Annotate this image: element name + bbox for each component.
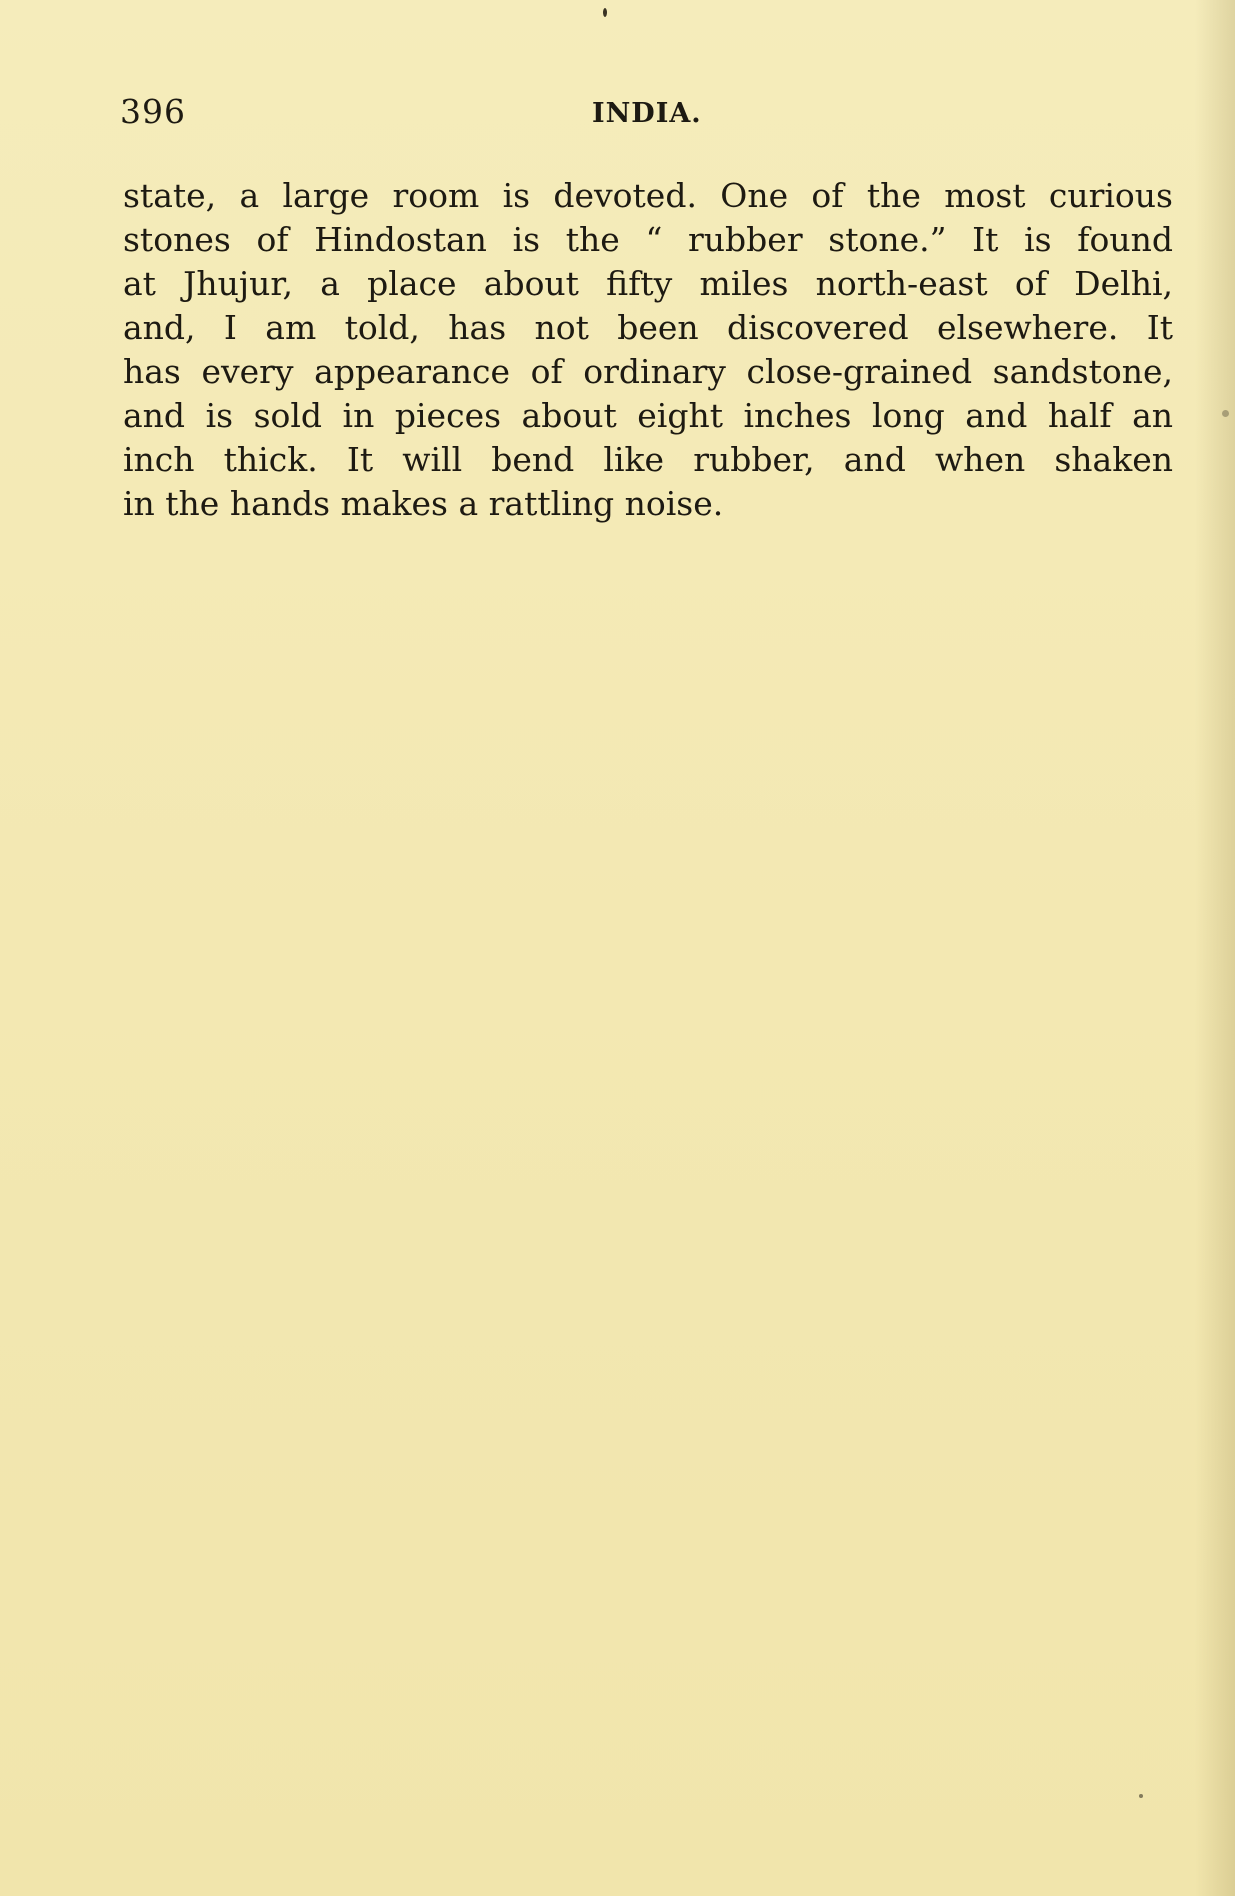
text-line: inch thick. It will bend like rubber, and when shaken — [123, 440, 1173, 479]
text-line: at Jhujur, a place about fifty miles north-east of Delhi, — [123, 264, 1173, 303]
ink-speck — [603, 8, 607, 17]
text-line: and, I am told, has not been discovered elsewhere. It — [123, 308, 1173, 347]
text-line: has every appearance of ordinary close-grained sandstone, — [123, 352, 1173, 391]
page-edge-shadow — [1195, 0, 1235, 1896]
ink-speck — [1139, 1794, 1143, 1798]
ink-speck — [1222, 410, 1229, 417]
page-number: 396 — [120, 92, 186, 131]
text-line: stones of Hindostan is the “ rubber stone.” It is found — [123, 220, 1173, 259]
body-paragraph — [123, 174, 1173, 526]
running-head: INDIA. — [592, 98, 702, 129]
text-line: and is sold in pieces about eight inches long and half an — [123, 396, 1173, 435]
text-line: in the hands makes a rattling noise. — [123, 484, 724, 523]
text-line: state, a large room is devoted. One of the most curious — [123, 176, 1173, 215]
